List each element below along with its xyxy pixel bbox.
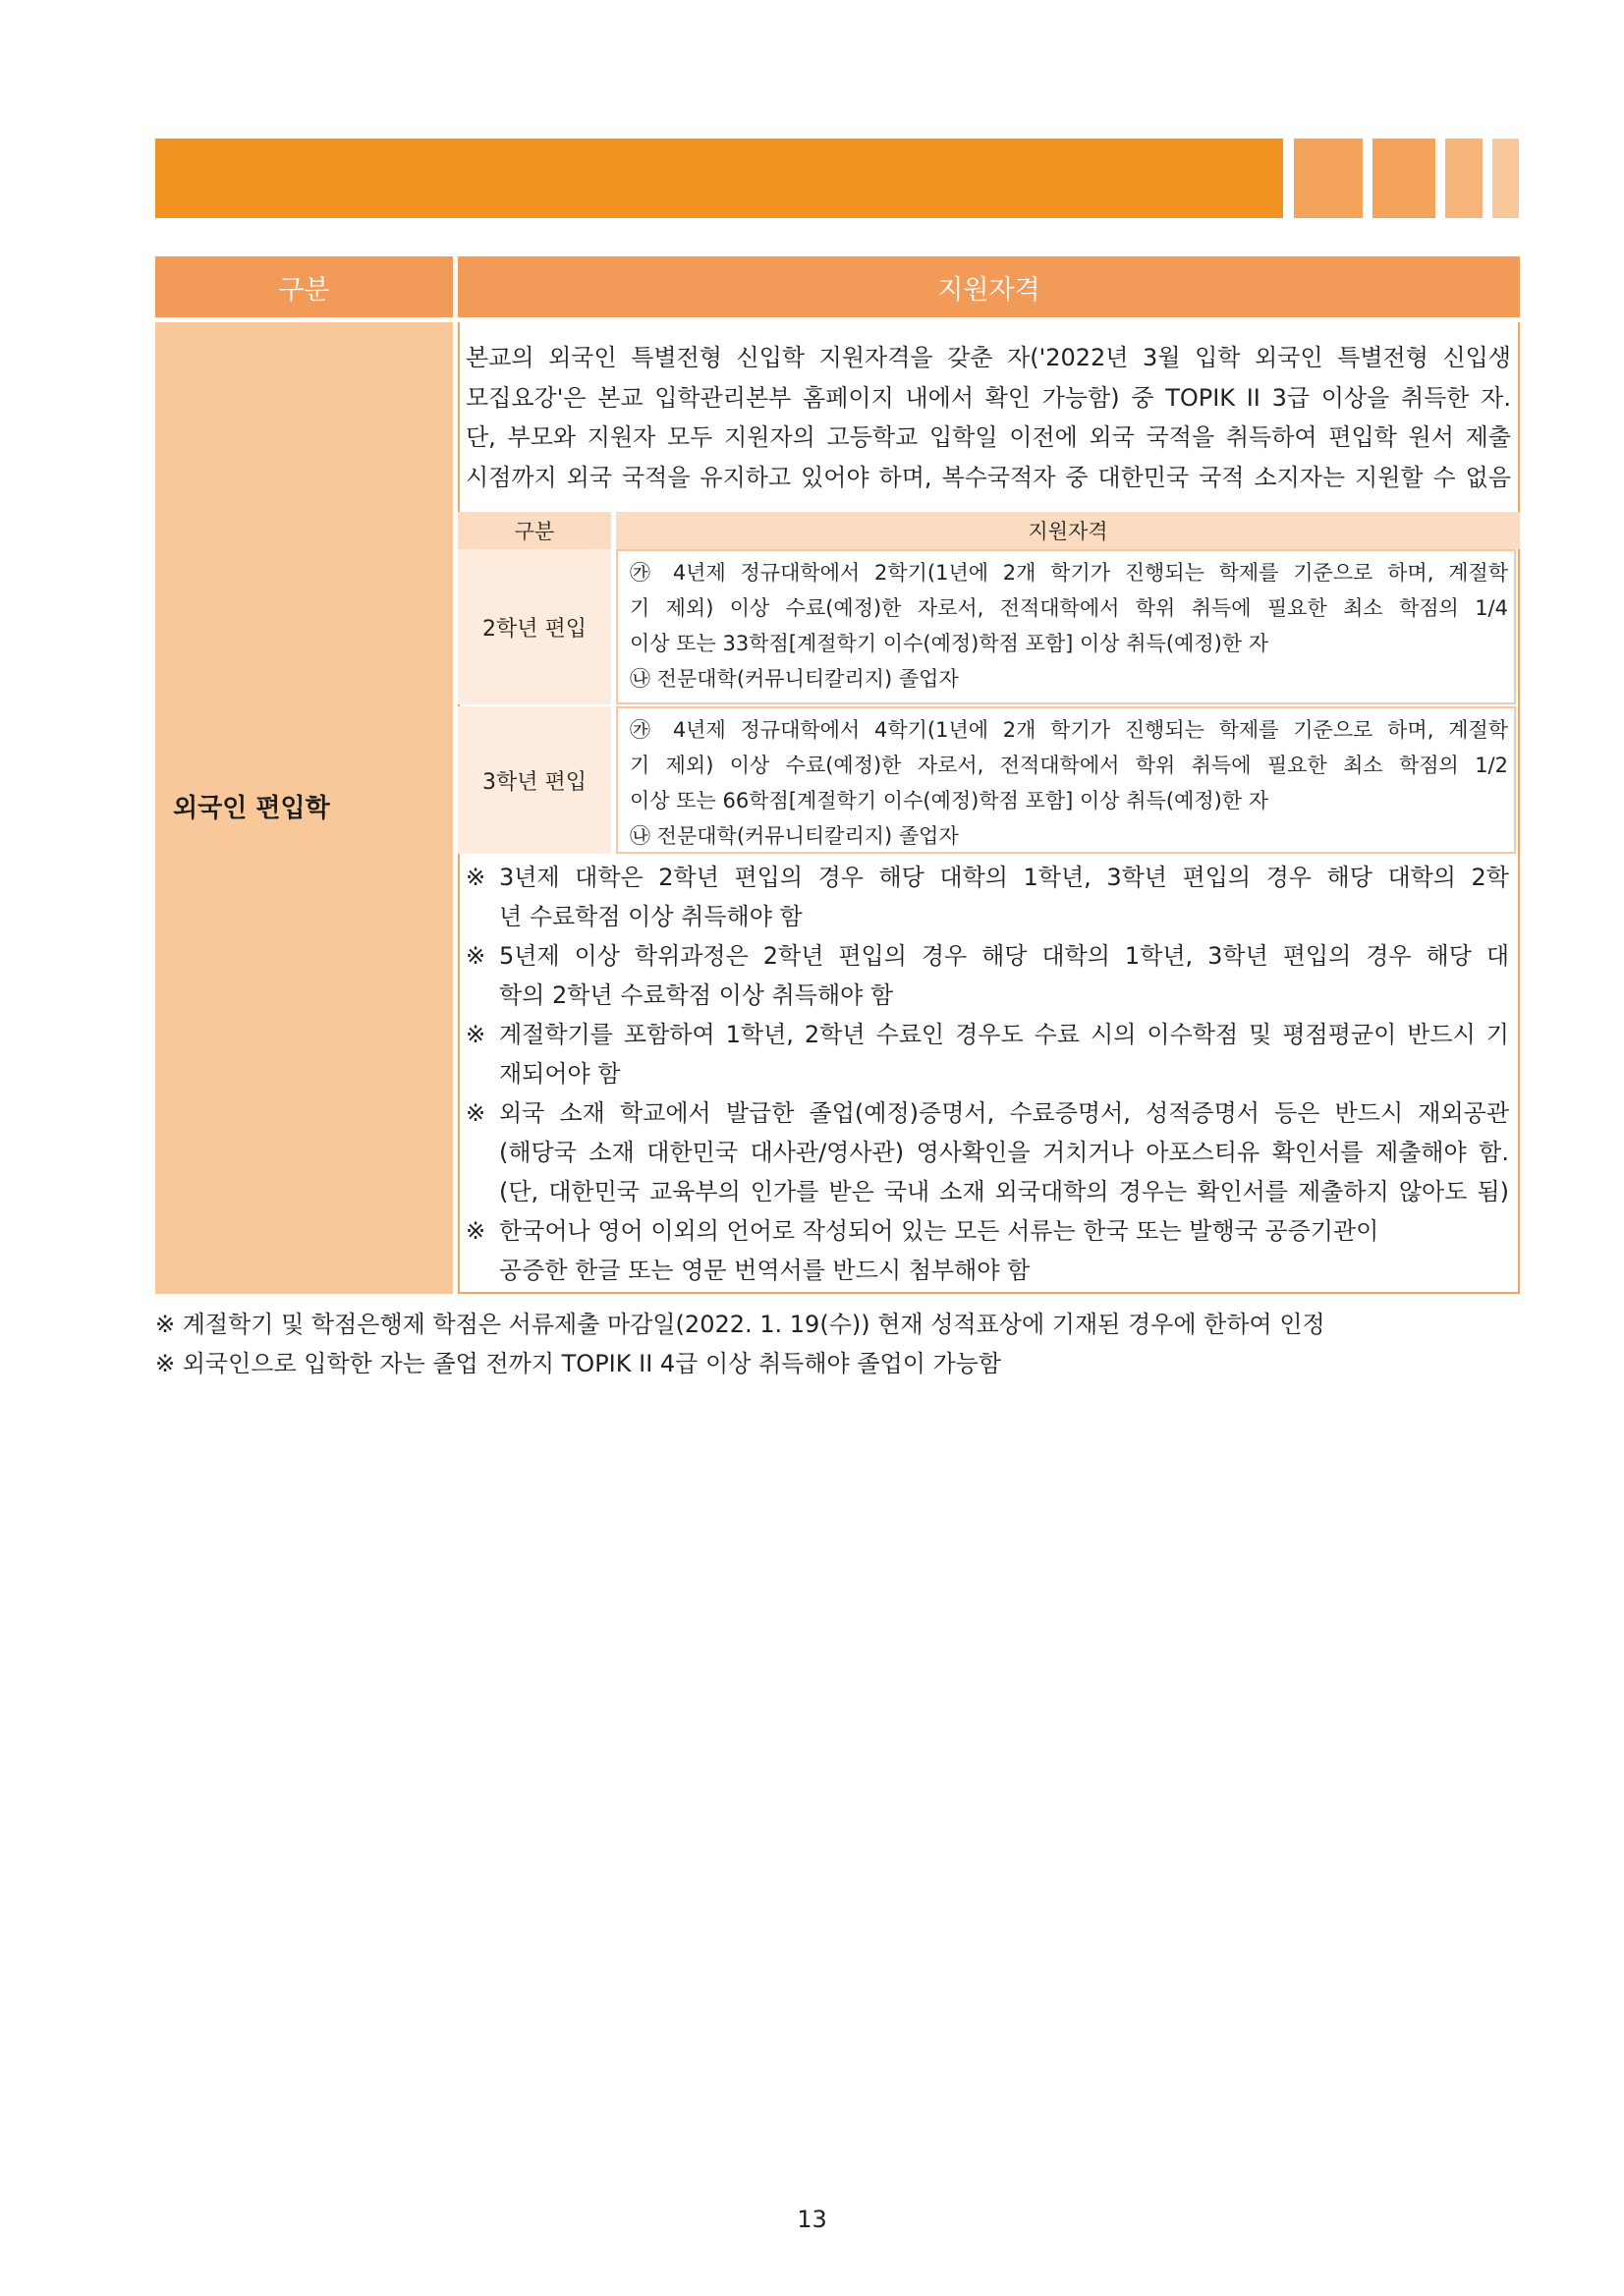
reference-mark-icon: ※ [466, 942, 486, 970]
intro-line: 단, 부모와 지원자 모두 지원자의 고등학교 입학일 이전에 외국 국적을 취득하여 편입학 원서 제출 [466, 423, 1511, 451]
intro-line: 모집요강'은 본교 입학관리본부 홈페이지 내에서 확인 가능함) 중 TOPIK II 3급 이상을 취득한 자. [466, 383, 1511, 412]
note-item [466, 936, 1509, 1015]
note-line: (해당국 소재 대한민국 대사관/영사관) 영사확인을 거치거나 아포스티유 확인서를 제출해야 함. [499, 1139, 1509, 1166]
category-label: 외국인 편입학 [173, 794, 330, 823]
inner-row-line: 이상 또는 33학점[계절학기 이수(예정)학점 포함] 이상 취득(예정)한 자 [630, 632, 1269, 655]
footnote: ※ 계절학기 및 학점은행제 학점은 서류제출 마감일(2022. 1. 19(수)) 현재 성적표상에 기재된 경우에 한하여 인정 [155, 1311, 1325, 1338]
header-banner [155, 139, 1283, 218]
note-item [466, 1015, 1509, 1093]
inner-row-line: ㉯ 전문대학(커뮤니티칼리지) 졸업자 [630, 667, 959, 691]
notes-list [466, 858, 1509, 1290]
category-cell [155, 322, 453, 1294]
intro-line: 본교의 외국인 특별전형 신입학 지원자격을 갖춘 자('2022년 3월 입학 외국인 특별전형 신입생 [466, 344, 1511, 371]
note-item [466, 1211, 1509, 1290]
reference-mark-icon: ※ [466, 864, 486, 891]
reference-mark-icon: ※ [466, 1099, 486, 1127]
inner-row-label: 2학년 편입 [458, 549, 611, 704]
note-line: 재되어야 함 [499, 1060, 621, 1088]
inner-row-line: ㉯ 전문대학(커뮤니티칼리지) 졸업자 [630, 824, 959, 848]
page-number: 13 [797, 2206, 827, 2233]
intro-paragraph [466, 338, 1511, 497]
note-line: 년 수료학점 이상 취득해야 함 [499, 903, 803, 930]
table-header-qualification: 지원자격 [458, 256, 1520, 317]
header-block-3 [1445, 139, 1483, 218]
inner-row-line: 기 제외) 이상 수료(예정)한 자로서, 전적대학에서 학위 취득에 필요한 최소 학점의 1/2 [630, 754, 1508, 777]
reference-mark-icon: ※ [466, 1021, 486, 1048]
inner-header-qualification: 지원자격 [616, 512, 1520, 549]
note-item [466, 1093, 1509, 1211]
footnotes [155, 1305, 1432, 1383]
reference-mark-icon: ※ [466, 1217, 486, 1245]
note-line: 공증한 한글 또는 영문 번역서를 반드시 첨부해야 함 [499, 1257, 1031, 1284]
footnote: ※ 외국인으로 입학한 자는 졸업 전까지 TOPIK II 4급 이상 취득해야 졸업이 가능함 [155, 1350, 1002, 1377]
inner-row-line: 기 제외) 이상 수료(예정)한 자로서, 전적대학에서 학위 취득에 필요한 최소 학점의 1/4 [630, 596, 1508, 620]
note-line: 계절학기를 포함하여 1학년, 2학년 수료인 경우도 수료 시의 이수학점 및 평점평균이 반드시 기 [499, 1021, 1509, 1048]
header-block-1 [1294, 139, 1363, 218]
inner-row-content [616, 549, 1516, 704]
inner-row-line: ㉮ 4년제 정규대학에서 2학기(1년에 2개 학기가 진행되는 학제를 기준으로 하며, 계절학 [630, 561, 1508, 585]
intro-line: 시점까지 외국 국적을 유지하고 있어야 하며, 복수국적자 중 대한민국 국적 소지자는 지원할 수 없음 [466, 463, 1511, 491]
note-line: 학의 2학년 수료학점 이상 취득해야 함 [499, 981, 894, 1009]
header-block-2 [1372, 139, 1435, 218]
note-line: 5년제 이상 학위과정은 2학년 편입의 경우 해당 대학의 1학년, 3학년 편입의 경우 해당 대 [499, 942, 1509, 970]
table-header-category: 구분 [155, 256, 453, 317]
note-line: 3년제 대학은 2학년 편입의 경우 해당 대학의 1학년, 3학년 편입의 경우 해당 대학의 2학 [499, 864, 1509, 891]
note-line: (단, 대한민국 교육부의 인가를 받은 국내 소재 외국대학의 경우는 확인서를 제출하지 않아도 됨) [499, 1178, 1509, 1205]
note-line: 한국어나 영어 이외의 언어로 작성되어 있는 모든 서류는 한국 또는 발행국 공증기관이 [499, 1217, 1379, 1245]
inner-row-line: 이상 또는 66학점[계절학기 이수(예정)학점 포함] 이상 취득(예정)한 자 [630, 789, 1269, 812]
inner-header-category: 구분 [458, 512, 611, 549]
note-item [466, 858, 1509, 936]
inner-row-line: ㉮ 4년제 정규대학에서 4학기(1년에 2개 학기가 진행되는 학제를 기준으로 하며, 계절학 [630, 718, 1508, 742]
inner-row-content [616, 706, 1516, 854]
inner-row-label: 3학년 편입 [458, 706, 611, 854]
note-line: 외국 소재 학교에서 발급한 졸업(예정)증명서, 수료증명서, 성적증명서 등은 반드시 재외공관 [499, 1099, 1509, 1127]
header-block-4 [1492, 139, 1519, 218]
